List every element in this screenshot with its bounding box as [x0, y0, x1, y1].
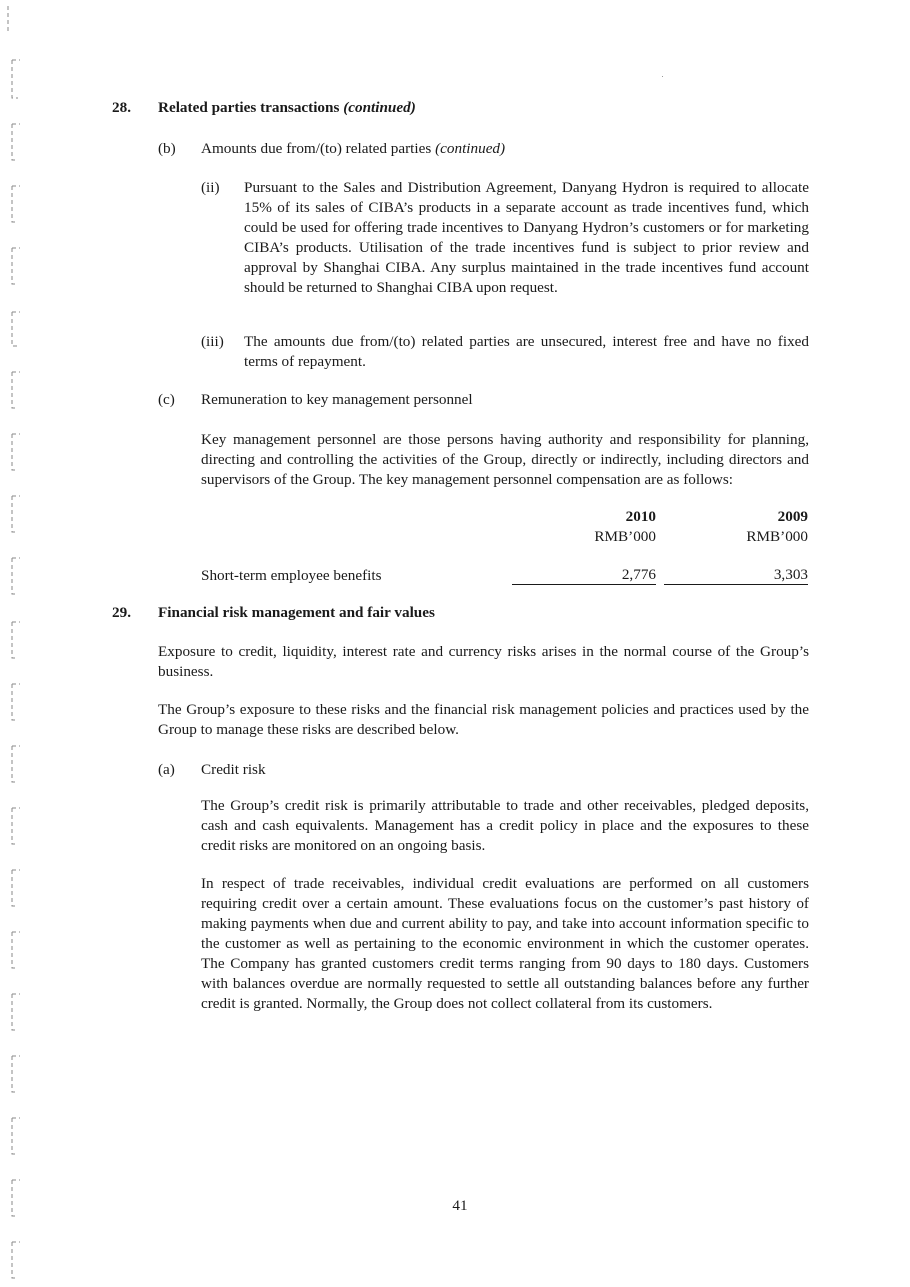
value-2009: 3,303 [664, 566, 808, 585]
sub-b-continued: (continued) [435, 140, 506, 157]
item-ii-text: Pursuant to the Sales and Distribution Agreement, Danyang Hydron is required to allocate 15% of its sales of CIBA’s products in a separate account as trade incentives fund, which could be used for offering trade incentives to Danyang Hydron’s customers or for marketing CIBA’s products. Utilisation of the trade incentives fund is subject to prior review and approval by Shanghai CIBA. Any surplus maintained in the trade incentives fund account should be returned to Shanghai CIBA upon request. [244, 179, 809, 296]
binding-margin-marks [0, 0, 30, 1287]
section-29-para-1: Exposure to credit, liquidity, interest rate and currency risks arises in the normal course of the Group’s business. [158, 643, 809, 680]
sub-b-title: Amounts due from/(to) related parties [201, 140, 432, 157]
year-2010-header: 2010 [625, 508, 656, 525]
unit-2010: RMB’000 [594, 528, 656, 545]
sub-c-text: Key management personnel are those persons having authority and responsibility for planning, directing and controlling the activities of the Group, directly or indirectly, including directors and supervisors of the Group. The key management personnel compensation are as follows: [201, 431, 809, 488]
sub-a-label: (a) [158, 761, 175, 778]
sub-c-label: (c) [158, 391, 175, 408]
item-iii-text: The amounts due from/(to) related parties are unsecured, interest free and have no fixed terms of repayment. [244, 333, 809, 370]
page-number: 41 [452, 1197, 468, 1214]
value-2010: 2,776 [512, 566, 656, 585]
sub-a-para-2: In respect of trade receivables, individual credit evaluations are performed on all customers requiring credit over a certain amount. These evaluations focus on the customer’s past history of making payments when due and current ability to pay, and take into account information specific to the customer as well as pertaining to the economic environment in which the customer operates. The Company has granted customers credit terms ranging from 90 days to 180 days. Customers with balances overdue are normally requested to settle all outstanding balances before any further credit is granted. Normally, the Group does not collect collateral from its customers. [201, 875, 809, 1012]
sub-b-heading [201, 139, 811, 159]
sub-c-title: Remuneration to key management personnel [201, 391, 473, 408]
scan-speck [662, 76, 663, 77]
sub-b-label: (b) [158, 140, 176, 157]
sub-a-para-1: The Group’s credit risk is primarily attributable to trade and other receivables, pledged deposits, cash and cash equivalents. Management has a credit policy in place and the exposures to these credit risks are monitored on an ongoing basis. [201, 797, 809, 854]
year-2009-header: 2009 [777, 508, 808, 525]
section-28-heading [158, 98, 818, 118]
section-29-number: 29. [112, 604, 131, 621]
section-28-number: 28. [112, 99, 131, 116]
row-label-short-term-benefits: Short-term employee benefits [201, 567, 382, 584]
section-29-title: Financial risk management and fair values [158, 604, 435, 621]
section-29-para-2: The Group’s exposure to these risks and the financial risk management policies and practices used by the Group to manage these risks are described below. [158, 701, 809, 738]
item-ii-label: (ii) [201, 179, 220, 196]
section-28-continued: (continued) [343, 99, 416, 116]
sub-a-title: Credit risk [201, 761, 266, 778]
unit-2009: RMB’000 [746, 528, 808, 545]
item-iii-label: (iii) [201, 333, 224, 350]
section-28-title: Related parties transactions [158, 99, 340, 116]
